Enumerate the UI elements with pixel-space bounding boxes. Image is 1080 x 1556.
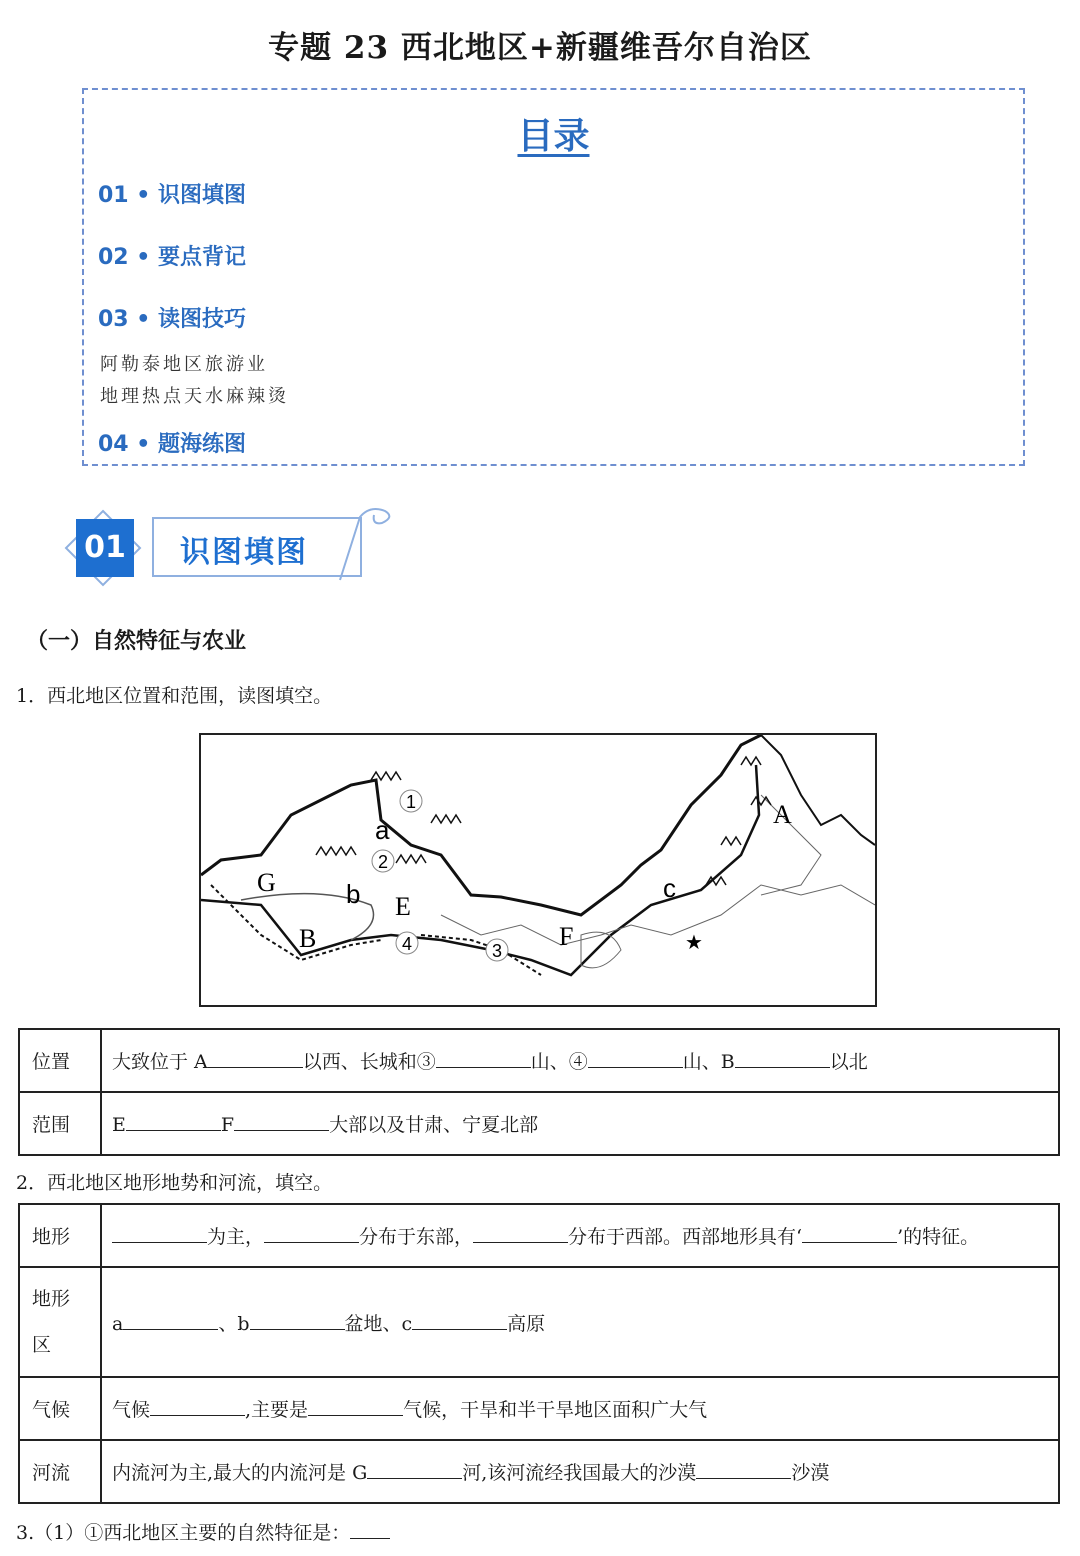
toc-item-04[interactable]: 04 • 题海练图	[98, 432, 247, 457]
blank-field[interactable]	[412, 1310, 507, 1330]
map-label-3: 3	[492, 941, 503, 961]
blank-field[interactable]	[588, 1048, 683, 1068]
ribbon-curl-icon	[330, 505, 400, 585]
blank-field[interactable]	[350, 1519, 390, 1539]
section-banner	[60, 505, 400, 587]
blank-field[interactable]	[308, 1396, 403, 1416]
toc-heading: 目录	[517, 116, 590, 157]
blank-field[interactable]	[112, 1223, 207, 1243]
map-label-F: F	[559, 922, 574, 951]
position-content: 大致位于 A 以西、长城和③ 山、④ 山、B 以北	[101, 1029, 1059, 1092]
section-number-badge: 01	[76, 519, 134, 577]
river-content: 内流河为主,最大的内流河是 G 河,该河流经我国最大的沙漠 沙漠	[101, 1440, 1059, 1503]
map-label-1: 1	[406, 792, 417, 812]
map-label-a: a	[375, 815, 390, 845]
region-label: 地形 区	[19, 1267, 101, 1377]
blank-field[interactable]	[264, 1223, 359, 1243]
toc-item-02[interactable]: 02 • 要点背记	[98, 245, 247, 270]
blank-field[interactable]	[208, 1048, 303, 1068]
map-label-2: 2	[378, 852, 389, 872]
blank-field[interactable]	[473, 1223, 568, 1243]
map-label-B: B	[299, 924, 317, 953]
blank-field[interactable]	[126, 1111, 221, 1131]
toc-subitem-altay[interactable]: 阿勒泰地区旅游业	[100, 354, 268, 375]
map-label-A: A	[773, 800, 792, 829]
blank-field[interactable]	[802, 1223, 897, 1243]
toc-item-03[interactable]: 03 • 读图技巧	[98, 307, 247, 332]
section-label: 识图填图	[180, 535, 308, 570]
capital-star-icon: ★	[685, 930, 703, 954]
map-label-E: E	[395, 892, 411, 921]
river-label: 河流	[19, 1440, 101, 1503]
internal-borders	[441, 885, 875, 945]
subsection-heading: （一）自然特征与农业	[26, 629, 247, 654]
range-content: E F 大部以及甘肃、宁夏北部	[101, 1092, 1059, 1155]
position-label: 位置	[19, 1029, 101, 1092]
range-label: 范围	[19, 1092, 101, 1155]
northwest-china-map	[199, 733, 877, 1007]
question-2: 2．西北地区地形地势和河流，填空。	[16, 1172, 333, 1194]
blank-field[interactable]	[735, 1048, 830, 1068]
terrain-table	[18, 1203, 1060, 1504]
region-content: a 、b 盆地、c 高原	[101, 1267, 1059, 1377]
location-table	[18, 1028, 1060, 1156]
table-of-contents	[82, 88, 1025, 466]
terrain-content: 为主， 分布于东部， 分布于西部。西部地形具有‘ ’的特征。	[101, 1204, 1059, 1267]
blank-field[interactable]	[696, 1459, 791, 1479]
toc-subitem-tianshui[interactable]: 地理热点天水麻辣烫	[100, 386, 289, 407]
climate-content: 气候 ,主要是 气候，干旱和半干旱地区面积广大气	[101, 1377, 1059, 1440]
internal-borders-2	[581, 932, 621, 968]
blank-field[interactable]	[123, 1310, 218, 1330]
terrain-label: 地形	[19, 1204, 101, 1267]
map-label-G: G	[257, 868, 276, 897]
map-label-b: b	[346, 879, 361, 909]
toc-item-01[interactable]: 01 • 识图填图	[98, 183, 247, 208]
national-border	[201, 735, 761, 915]
map-drawing	[201, 735, 875, 1005]
question-3: 3.（1）①西北地区主要的自然特征是：	[16, 1518, 390, 1545]
blank-field[interactable]	[367, 1459, 462, 1479]
climate-label: 气候	[19, 1377, 101, 1440]
blank-field[interactable]	[250, 1310, 345, 1330]
blank-field[interactable]	[150, 1396, 245, 1416]
blank-field[interactable]	[234, 1111, 329, 1131]
map-label-4: 4	[402, 934, 413, 954]
question-1: 1．西北地区位置和范围，读图填空。	[16, 685, 333, 707]
page-title: 专题 23 西北地区+新疆维吾尔自治区	[268, 30, 812, 66]
blank-field[interactable]	[436, 1048, 531, 1068]
map-label-c: c	[663, 873, 676, 903]
